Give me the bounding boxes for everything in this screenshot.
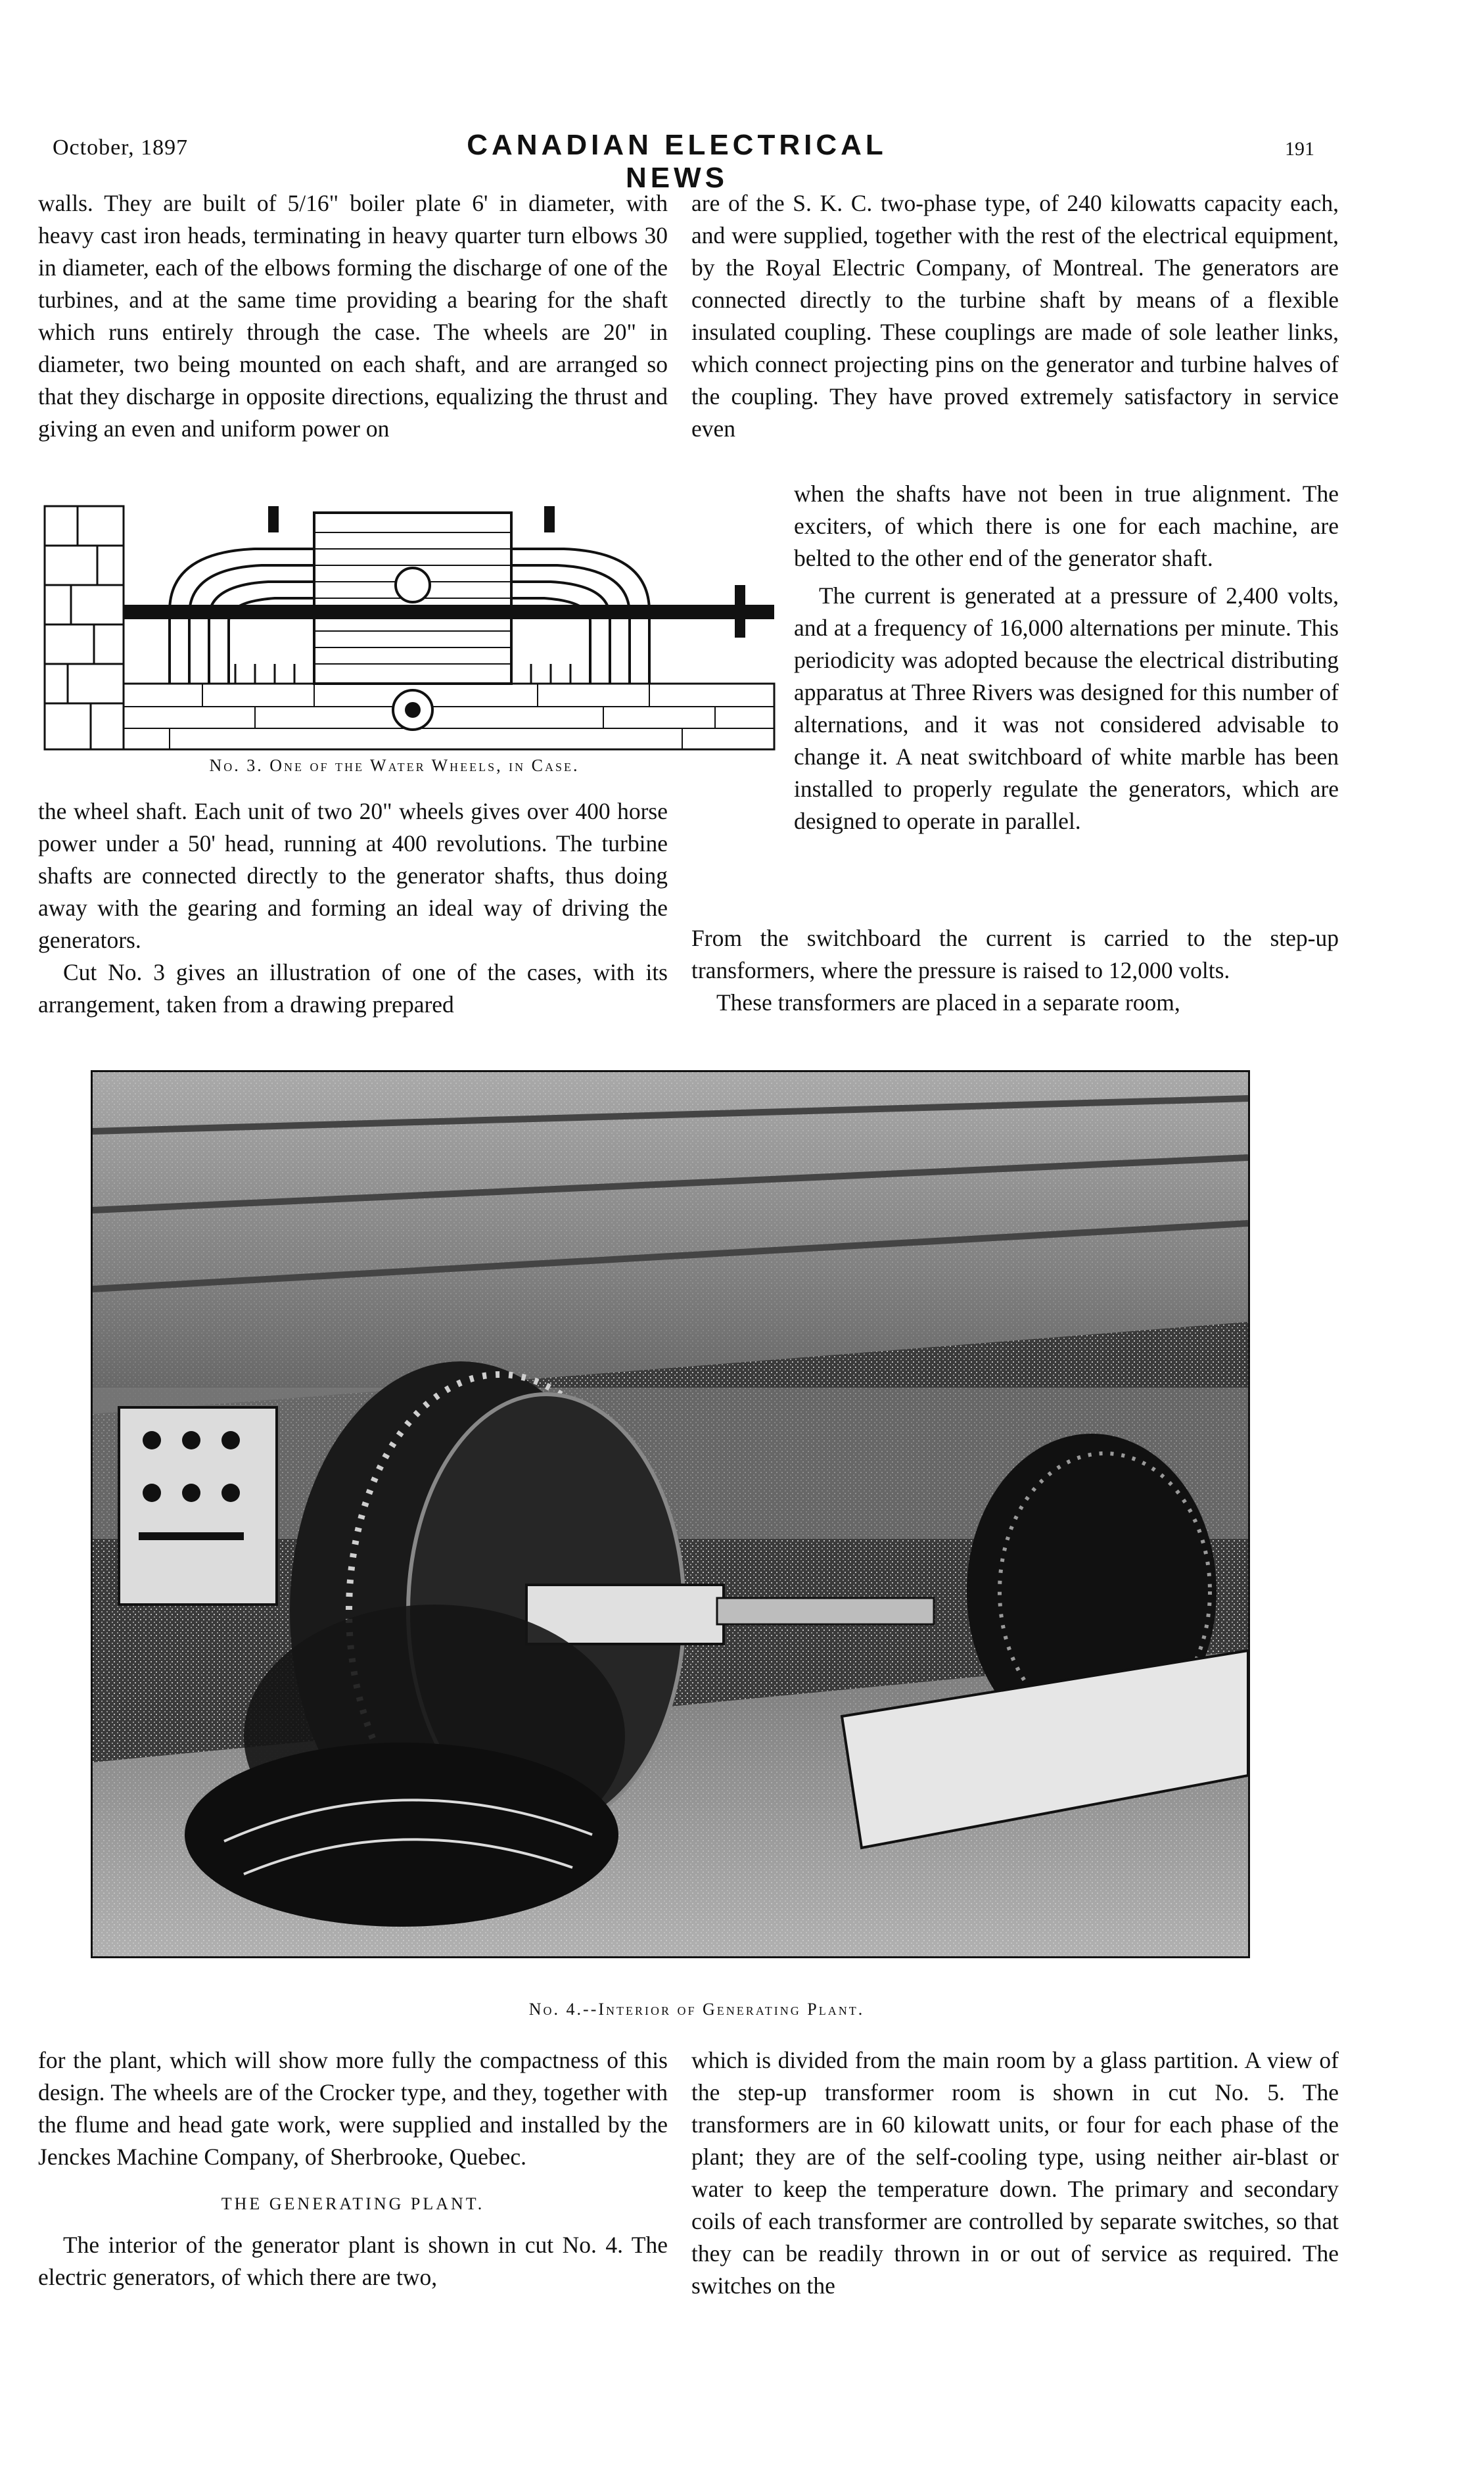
figure-3-caption: No. 3. One of the Water Wheels, in Case. <box>209 756 580 775</box>
generating-plant-illustration <box>93 1072 1248 1956</box>
publication-title: CANADIAN ELECTRICAL NEWS <box>467 129 887 194</box>
paragraph: the wheel shaft. Each unit of two 20" wheels gives over 400 horse power under a 50' head, running at 400 revolutions. The turbine shafts are connected directly to the generator shafts, thus doing away with the gearing and forming an ideal way of driving the generators. <box>38 798 668 953</box>
water-wheel-figure <box>38 486 781 756</box>
paragraph: The interior of the generator plant is shown in cut No. 4. The electric generators, of which there are two, <box>38 2232 668 2290</box>
section-heading: THE GENERATING PLANT. <box>221 2194 485 2213</box>
water-wheel-drawing <box>38 486 781 756</box>
paragraph: walls. They are built of 5/16" boiler plate 6' in diameter, with heavy cast iron heads, terminating in heavy quarter turn elbows 30 in diameter, each of the elbows forming the discharge of one of the turbines, and at the same time providing a bearing for the shaft which runs entirely through the case. The wheels are 20" in diameter, two being mounted on each shaft, and are arranged so that they discharge in opposite directions, equalizing the thrust and giving an even and uniform power on <box>38 190 668 442</box>
paragraph: From the switchboard the current is carried to the step-up transformers, where the pressure is raised to 12,000 volts. <box>691 925 1339 983</box>
figure-4-caption: No. 4.--Interior of Generating Plant. <box>528 2000 865 2019</box>
bottom-right-column <box>691 2044 1339 2302</box>
page-number: 191 <box>1285 138 1314 160</box>
top-right-column <box>691 187 1339 445</box>
top-left-column <box>38 187 668 445</box>
paragraph: Cut No. 3 gives an illustration of one of the cases, with its arrangement, taken from a drawing prepared <box>38 959 668 1018</box>
paragraph: The current is generated at a pressure of 2,400 volts, and at a frequency of 16,000 alternations per minute. This periodicity was adopted because the electrical distributing apparatus at Three Rivers was designed for this number of alternations, and it was not considered advisable to change it. A neat switchboard of white marble has been installed to properly regulate the generators, which are designed to operate in parallel. <box>794 582 1339 834</box>
issue-date: October, 1897 <box>53 135 189 160</box>
top-right-column-indented <box>794 478 1339 837</box>
paragraph: which is divided from the main room by a glass partition. A view of the step-up transformer room is shown in cut No. 5. The transformers are in 60 kilowatt units, or four for each phase of the plant; they are of the self-cooling type, using neither air-blast or water to keep the temperature down. The primary and secondary coils of each transformer are controlled by separate switches, so that they can be readily thrown in or out of service as required. The switches on the <box>691 2047 1339 2299</box>
top-right-column-continued <box>691 922 1339 1019</box>
paragraph: when the shafts have not been in true alignment. The exciters, of which there is one for each machine, are belted to the other end of the generator shaft. <box>794 481 1339 571</box>
generating-plant-photo <box>91 1070 1250 1958</box>
paragraph: for the plant, which will show more fully the compactness of this design. The wheels are of the Crocker type, and they, together with the flume and head gate work, were supplied and installed by the Jenckes Machine Company, of Sherbrooke, Quebec. <box>38 2047 668 2170</box>
paragraph: are of the S. K. C. two-phase type, of 240 kilowatts capacity each, and were supplied, together with the rest of the electrical equipment, by the Royal Electric Company, of Montreal. The generators are connected directly to the turbine shaft by means of a flexible insulated coupling. These couplings are made of sole leather links, which connect projecting pins on the generator and turbine halves of the coupling. They have proved extremely satisfactory in service even <box>691 190 1339 442</box>
bottom-left-column <box>38 2044 668 2293</box>
paragraph: These transformers are placed in a separate room, <box>716 989 1180 1016</box>
top-left-column-continued <box>38 795 668 1021</box>
